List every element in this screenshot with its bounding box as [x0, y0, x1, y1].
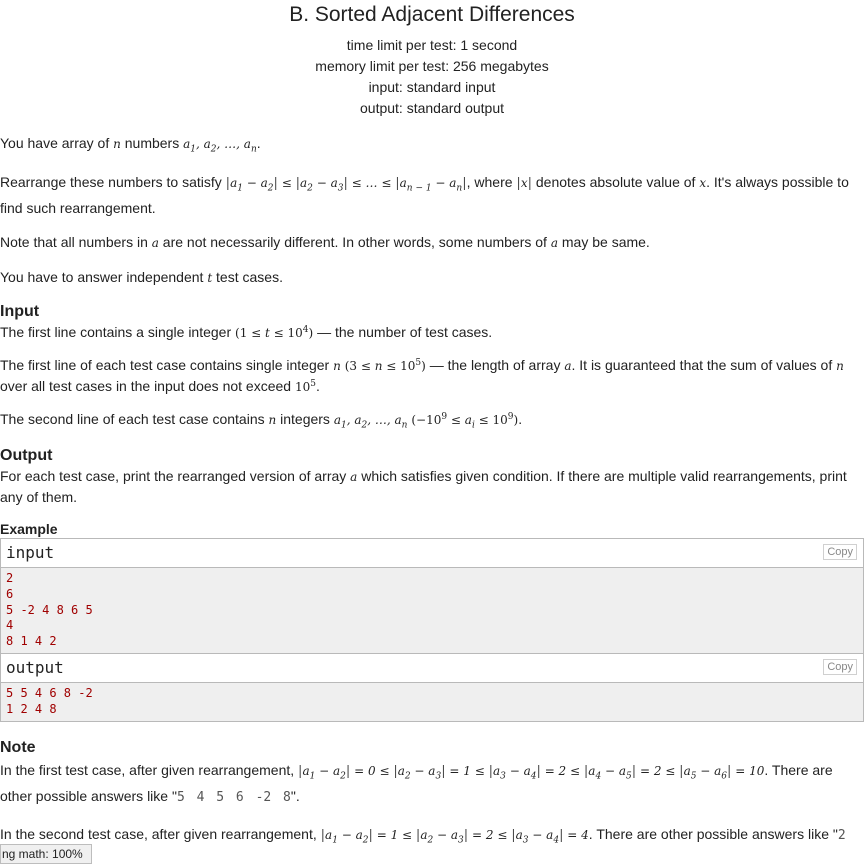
copy-output-button[interactable]: Copy [823, 659, 857, 675]
statement-p3: Note that all numbers in a are not necessarily different. In other words, some numbers of a may be same. [0, 234, 650, 250]
example-input-box [0, 538, 864, 654]
example-input-content [1, 568, 863, 653]
note-line-2: In the second test case, after given rearrangement, $|a_1 - a_2| = 1 \le |a_2 - a_3| = 2 \le |a_3 - a_4| = 4$. There are other possible answers like "2 [0, 825, 846, 845]
output-heading: Output [0, 447, 53, 464]
example-output-box [0, 654, 864, 722]
input-row: 8 1 4 2 [6, 634, 57, 649]
input-line-3: The second line of each test case contains n integers $a_1$, $a_2$, …, $a_n$ $(-10^9 \le a_i \le 10^9)$. [0, 411, 523, 431]
problem-title: B. Sorted Adjacent Differences [289, 3, 575, 26]
example-input-label: input [6, 543, 55, 562]
example-output-content [1, 683, 863, 721]
output-file: output: standard output [360, 100, 504, 116]
example-output-label: output [6, 657, 64, 677]
output-text: For each test case, print the rearranged version of array a which satisfies given condition. If there are multiple valid rearrangements, print any of them. [0, 468, 847, 505]
copy-input-button[interactable]: Copy [823, 544, 857, 560]
problem-header [0, 2, 864, 119]
input-line-1: The first line contains a single integer $(1 \le t \le 10^4)$ — the number of test cases. [0, 324, 493, 340]
statement-p1: You have array of n numbers $a_1$, $a_2$, …, $a_n$. [0, 135, 261, 155]
time-limit: time limit per test: 1 second [346, 37, 518, 53]
input-row: 4 [6, 618, 14, 633]
input-file: input: standard input [368, 79, 496, 95]
note-line-1: In the first test case, after given rearrangement, $|a_1 - a_2| = 0 \le |a_2 - a_3| = 1 \le |a_3 - a_4| = 2 \le |a_4 - a_5| = 2 \le |a_5 - a_6| = 10$. There are other possible answers like "5 4 5 6 -2 8". [0, 761, 833, 805]
example-section [0, 520, 864, 722]
input-row: 2 [6, 571, 14, 585]
output-row: 5 5 4 6 8 -2 [6, 685, 93, 700]
input-line-2: The first line of each test case contains single integer n $(3 \le n \le 10^5)$ — the length of array a. It is guaranteed that the sum of values of n over all test cases in the input does not exceed $10^5$. [0, 357, 844, 394]
input-heading: Input [0, 303, 40, 320]
input-section [0, 302, 864, 430]
input-row: 6 [6, 586, 14, 601]
status-bar: ng math: 100% [0, 844, 92, 864]
memory-limit: memory limit per test: 256 megabytes [315, 58, 549, 74]
note-section [0, 738, 864, 848]
statement-p4: You have to answer independent t test cases. [0, 269, 283, 285]
problem-statement [0, 131, 864, 290]
output-row: 1 2 4 8 [6, 701, 57, 716]
input-row: 5 -2 4 8 6 5 [6, 602, 93, 617]
note-heading: Note [0, 738, 36, 756]
statement-p2: Rearrange these numbers to satisfy $|a_1 - a_2| \le |a_2 - a_3|$ ≤ … ≤ $|a_{n - 1} - a_n|$, where |x| denotes absolute value of x. It's always possible to find such rearrangement. [0, 174, 849, 216]
output-section [0, 446, 864, 507]
example-heading: Example [0, 521, 58, 537]
